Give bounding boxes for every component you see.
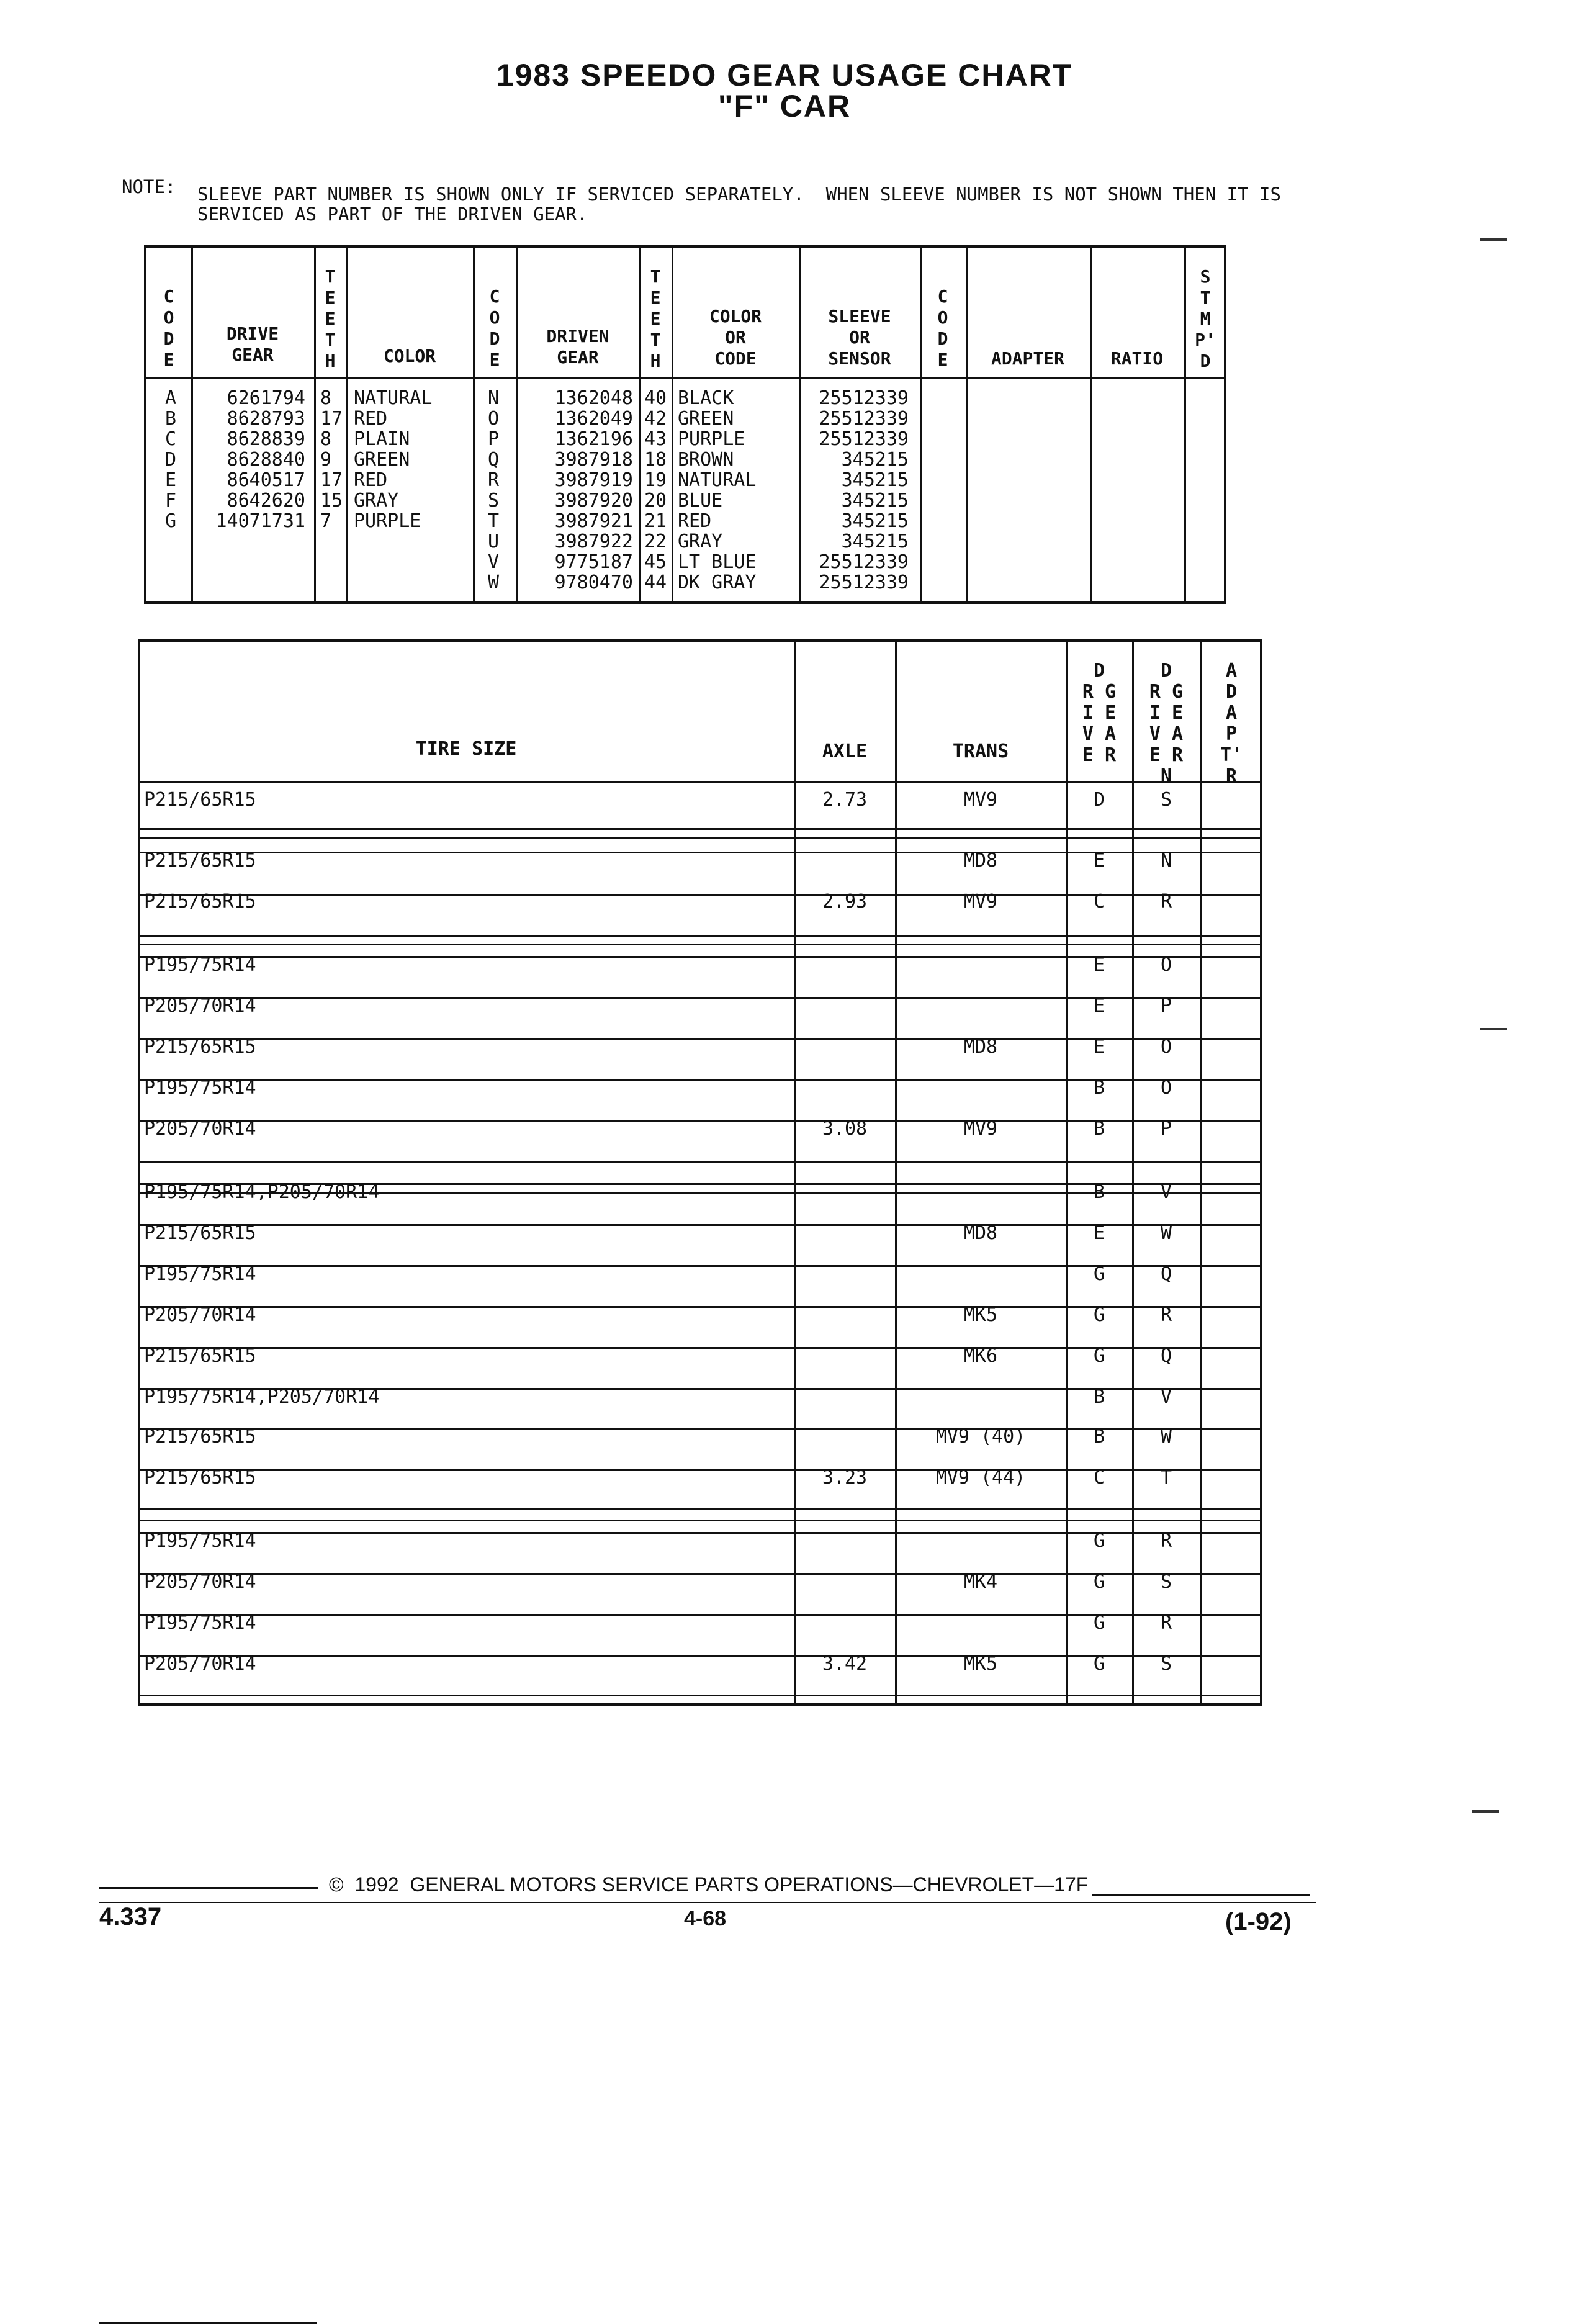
header-code-adapter: C O D E <box>937 286 948 370</box>
driven-gear-cell: O <box>1160 954 1172 976</box>
section-number: 4.337 <box>99 1903 162 1930</box>
header-stamped: S T M P' D <box>1195 266 1216 371</box>
tire-size-cell: P195/75R14 <box>144 1612 256 1634</box>
row-divider <box>138 944 1262 945</box>
tire-size-cell: P215/65R15 <box>144 1036 256 1058</box>
trans-cell: MV9 (44) <box>935 1467 1026 1489</box>
tire-size-cell: P205/70R14 <box>144 1653 256 1675</box>
page-subtitle: "F" CAR <box>717 89 852 124</box>
gear-parts-table <box>144 245 1226 604</box>
drive-gear-cell: B <box>1093 1118 1105 1140</box>
trans-cell: MV9 (40) <box>935 1426 1026 1448</box>
driven-gear-cell: W <box>1160 1222 1172 1244</box>
row-divider <box>138 837 1262 839</box>
tire-size-cell: P215/65R15 <box>144 1467 256 1489</box>
driven-gear-cell: Q <box>1160 1345 1172 1367</box>
row-divider <box>138 828 1262 830</box>
drive-gear-cell: C <box>1093 891 1105 912</box>
drive-gear-cell: D <box>1093 789 1105 811</box>
header-adapter: ADAPTER <box>991 348 1064 369</box>
header-sleeve-or-sensor: SLEEVE OR SENSOR <box>828 306 891 369</box>
drive-gear-cell: C <box>1093 1467 1105 1489</box>
page-title: 1983 SPEEDO GEAR USAGE CHART <box>496 58 1073 92</box>
header-driven-gear-code: D R G I E V A E R N <box>1149 660 1184 787</box>
drive-gear-cell: G <box>1093 1612 1105 1634</box>
header-teeth-drive: T E E T H <box>325 266 336 371</box>
axle-cell: 2.93 <box>822 891 868 912</box>
trans-cell: MD8 <box>963 1036 998 1058</box>
tire-size-cell: P205/70R14 <box>144 1118 256 1140</box>
driven-gear-cell: V <box>1160 1386 1172 1408</box>
drive-gear-cell: E <box>1093 954 1105 976</box>
tire-size-cell: P195/75R14 <box>144 1530 256 1552</box>
drive-gear-cell: E <box>1093 1222 1105 1244</box>
drive-gear-cell: B <box>1093 1077 1105 1099</box>
header-driven-gear: DRIVEN GEAR <box>546 326 609 367</box>
tire-size-cell: P215/65R15 <box>144 1426 256 1448</box>
drive-code-column: A B C D E F G <box>165 387 177 532</box>
trans-cell: MK6 <box>963 1345 998 1367</box>
driven-gear-cell: W <box>1160 1426 1172 1448</box>
driven-gear-cell: Q <box>1160 1263 1172 1285</box>
driven-gear-cell: P <box>1160 995 1172 1017</box>
drive-color-column: NATURAL RED PLAIN GREEN RED GRAY PURPLE <box>354 387 433 532</box>
tire-size-cell: P195/75R14 <box>144 954 256 976</box>
header-code-drive: C O D E <box>163 286 174 370</box>
trans-cell: MD8 <box>963 850 998 872</box>
driven-gear-cell: V <box>1160 1181 1172 1203</box>
page-number: 4-68 <box>684 1907 727 1930</box>
driven-gear-cell: R <box>1160 1304 1172 1326</box>
row-divider <box>138 1520 1262 1521</box>
header-adapter-code: A D A P T' R <box>1220 660 1243 787</box>
drive-gear-cell: G <box>1093 1571 1105 1593</box>
row-divider <box>138 1695 1262 1696</box>
row-divider <box>138 1161 1262 1163</box>
drive-gear-cell: B <box>1093 1426 1105 1448</box>
tire-size-cell: P195/75R14 <box>144 1263 256 1285</box>
tire-size-cell: P215/65R15 <box>144 789 256 811</box>
tire-usage-table <box>138 639 1262 1706</box>
driven-gear-cell: S <box>1160 1653 1172 1675</box>
trans-cell: MV9 <box>963 891 998 912</box>
header-drive-gear: DRIVE GEAR <box>226 323 279 365</box>
header-tire-size: TIRE SIZE <box>415 738 517 760</box>
copyright-text: © 1992 GENERAL MOTORS SERVICE PARTS OPERATIONS—CHEVROLET—17F <box>329 1873 1089 1896</box>
tire-size-cell: P205/70R14 <box>144 995 256 1017</box>
header-code-driven: C O D E <box>489 286 500 370</box>
driven-gear-cell: O <box>1160 1036 1172 1058</box>
tire-size-cell: P195/75R14,P205/70R14 <box>144 1386 380 1408</box>
row-divider <box>138 781 1262 783</box>
row-divider <box>138 1508 1262 1510</box>
driven-gear-cell: T <box>1160 1467 1172 1489</box>
axle-cell: 3.23 <box>822 1467 868 1489</box>
drive-gear-cell: E <box>1093 850 1105 872</box>
drive-gear-cell: G <box>1093 1304 1105 1326</box>
axle-cell: 3.42 <box>822 1653 868 1675</box>
tire-size-cell: P215/65R15 <box>144 1345 256 1367</box>
driven-gear-cell: S <box>1160 1571 1172 1593</box>
drive-gear-cell: E <box>1093 1036 1105 1058</box>
driven-color-column: BLACK GREEN PURPLE BROWN NATURAL BLUE RED GRAY LT BLUE DK GRAY <box>678 387 757 593</box>
driven-code-column: N O P Q R S T U V W <box>488 387 500 593</box>
trans-cell: MD8 <box>963 1222 998 1244</box>
drive-gear-cell: G <box>1093 1345 1105 1367</box>
tire-size-cell: P215/65R15 <box>144 891 256 912</box>
revision-date: (1-92) <box>1225 1908 1292 1935</box>
note-text-line1: SLEEVE PART NUMBER IS SHOWN ONLY IF SERVICED SEPARATELY. WHEN SLEEVE NUMBER IS NOT SHOWN THEN IT IS <box>197 184 1281 205</box>
tire-size-cell: P205/70R14 <box>144 1304 256 1326</box>
tire-size-cell: P205/70R14 <box>144 1571 256 1593</box>
drive-gear-cell: E <box>1093 995 1105 1017</box>
margin-tick <box>1472 1810 1499 1813</box>
note-text-line2: SERVICED AS PART OF THE DRIVEN GEAR. <box>197 204 588 225</box>
margin-tick <box>1480 1028 1507 1030</box>
drive-gear-cell: G <box>1093 1263 1105 1285</box>
drive-gear-cell: G <box>1093 1530 1105 1552</box>
drive-gear-cell: B <box>1093 1181 1105 1203</box>
header-axle: AXLE <box>822 741 868 762</box>
drive-gear-column: 6261794 8628793 8628839 8628840 8640517 8642620 14071731 <box>215 387 305 532</box>
driven-gear-cell: R <box>1160 1612 1172 1634</box>
header-ratio: RATIO <box>1110 348 1164 369</box>
trans-cell: MV9 <box>963 1118 998 1140</box>
trans-cell: MK5 <box>963 1304 998 1326</box>
tire-size-cell: P215/65R15 <box>144 1222 256 1244</box>
tire-size-cell: P215/65R15 <box>144 850 256 872</box>
row-divider <box>138 935 1262 937</box>
sleeve-column: 25512339 25512339 25512339 345215 345215 345215 345215 345215 25512339 25512339 <box>819 387 909 593</box>
axle-cell: 3.08 <box>822 1118 868 1140</box>
drive-teeth-column: 8 17 8 9 17 15 7 <box>320 387 343 532</box>
margin-tick <box>1480 238 1507 241</box>
note-label: NOTE: <box>122 176 176 197</box>
column-divider <box>1200 639 1202 1706</box>
driven-gear-cell: N <box>1160 850 1172 872</box>
drive-gear-cell: B <box>1093 1386 1105 1408</box>
driven-gear-cell: S <box>1160 789 1172 811</box>
driven-gear-cell: R <box>1160 891 1172 912</box>
trans-cell: MK5 <box>963 1653 998 1675</box>
driven-teeth-column: 40 42 43 18 19 20 21 22 45 44 <box>644 387 667 593</box>
tire-size-cell: P195/75R14,P205/70R14 <box>144 1181 380 1203</box>
tire-size-cell: P195/75R14 <box>144 1077 256 1099</box>
driven-gear-cell: P <box>1160 1118 1172 1140</box>
header-color: COLOR <box>383 346 436 366</box>
header-teeth-driven: T E E T H <box>650 266 661 371</box>
driven-gear-column: 1362048 1362049 1362196 3987918 3987919 3987920 3987921 3987922 9775187 9780470 <box>554 387 633 593</box>
header-trans: TRANS <box>952 741 1009 762</box>
drive-gear-cell: G <box>1093 1653 1105 1675</box>
header-drive-gear-code: D R G I E V A E R <box>1082 660 1117 766</box>
driven-gear-cell: R <box>1160 1530 1172 1552</box>
trans-cell: MV9 <box>963 789 998 811</box>
trans-cell: MK4 <box>963 1571 998 1593</box>
header-color-or-code: COLOR OR CODE <box>709 306 762 369</box>
axle-cell: 2.73 <box>822 789 868 811</box>
driven-gear-cell: O <box>1160 1077 1172 1099</box>
